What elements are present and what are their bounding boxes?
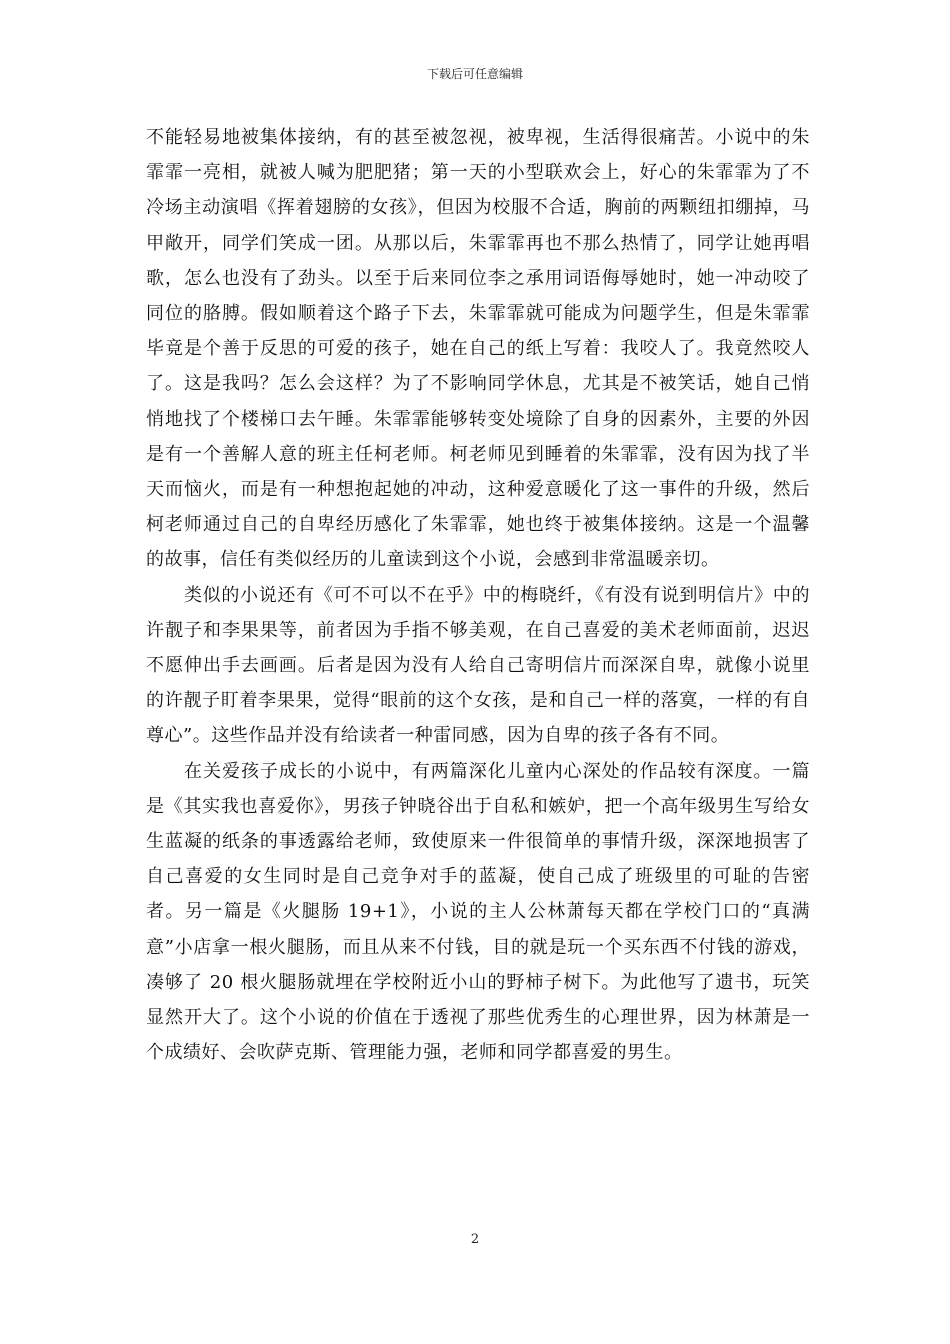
paragraph-continued: 不能轻易地被集体接纳，有的甚至被忽视，被卑视，生活得很痛苦。小说中的朱霏霏一亮相，就被人喊为肥肥猪；第一天的小型联欢会上，好心的朱霏霏为了不冷场主动演唱《挥着翅膀的女孩》，但因为校服不合适，胸前的两颗纽扣绷掉，马甲敞开，同学们笑成一团。从那以后，朱霏霏再也不那么热情了，同学让她再唱歌，怎么也没有了劲头。以至于后来同位李之承用词语侮辱她时，她一冲动咬了同位的胳膊。假如顺着这个路子下去，朱霏霏就可能成为问题学生，但是朱霏霏毕竟是个善于反思的可爱的孩子，她在自己的纸上写着：我咬人了。我竟然咬人了。这是我吗？怎么会这样？为了不影响同学休息，尤其是不被笑话，她自己悄悄地找了个楼梯口去午睡。朱霏霏能够转变处境除了自身的因素外，主要的外因是有一个善解人意的班主任柯老师。柯老师见到睡着的朱霏霏，没有因为找了半天而恼火，而是有一种想抱起她的冲动，这种爱意暖化了这一事件的升级，然后柯老师通过自己的自卑经历感化了朱霏霏，她也终于被集体接纳。这是一个温馨的故事，信任有类似经历的儿童读到这个小说，会感到非常温暖亲切。 <box>146 127 810 571</box>
page-body <box>146 120 810 1070</box>
page-number: 2 <box>470 1232 480 1247</box>
page-header: 下载后可任意编辑 <box>426 67 523 81</box>
paragraph-deeper-works: 在关爱孩子成长的小说中，有两篇深化儿童内心深处的作品较有深度。一篇是《其实我也喜爱你》，男孩子钟晓谷出于自私和嫉妒，把一个高年级男生写给女生蓝凝的纸条的事透露给老师，致使原来一件很简单的事情升级，深深地损害了自己喜爱的女生同时是自己竞争对手的蓝凝，使自己成了班级里的可耻的告密者。另一篇是《火腿肠 19+1》，小说的主人公林萧每天都在学校门口的“真满意”小店拿一根火腿肠，而且从来不付钱，目的就是玩一个买东西不付钱的游戏，凑够了 20 根火腿肠就埋在学校附近小山的野柿子树下。为此他写了遗书，玩笑显然开大了。这个小说的价值在于透视了那些优秀生的心理世界，因为林萧是一个成绩好、会吹萨克斯、管理能力强，老师和同学都喜爱的男生。 <box>146 760 810 1064</box>
paragraph-similar-stories: 类似的小说还有《可不可以不在乎》中的梅晓纤，《有没有说到明信片》中的许靓子和李果果等，前者因为手指不够美观，在自己喜爱的美术老师面前，迟迟不愿伸出手去画画。后者是因为没有人给自己寄明信片而深深自卑，就像小说里的许靓子盯着李果果，觉得“眼前的这个女孩，是和自己一样的落寞，一样的有自尊心”。这些作品并没有给读者一种雷同感，因为自卑的孩子各有不同。 <box>146 584 810 747</box>
